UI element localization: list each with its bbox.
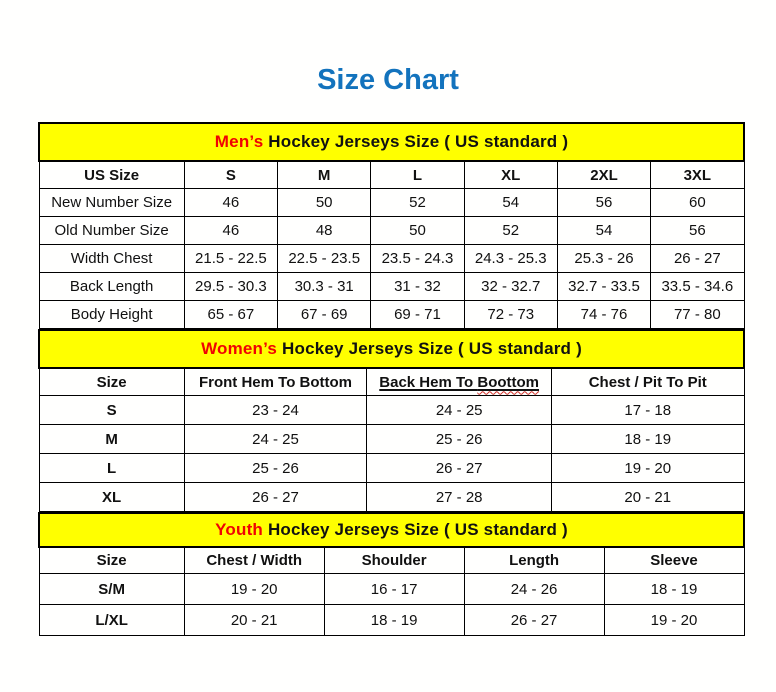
mens-title-highlight: Men’s bbox=[214, 132, 264, 151]
row-label: S/M bbox=[39, 574, 184, 605]
value-cell: 69 - 71 bbox=[371, 301, 464, 329]
value-cell: 24 - 25 bbox=[184, 425, 367, 454]
spellcheck-squiggle-word: Boottom bbox=[477, 373, 540, 391]
value-cell: 26 - 27 bbox=[184, 483, 367, 512]
value-cell: 20 - 21 bbox=[552, 483, 744, 512]
mens-title-rest: Hockey Jerseys Size ( US standard ) bbox=[263, 132, 569, 151]
value-cell: 25.3 - 26 bbox=[557, 245, 650, 273]
header-cell: 3XL bbox=[651, 161, 744, 189]
header-cell: Shoulder bbox=[324, 547, 464, 574]
value-cell: 67 - 69 bbox=[278, 301, 371, 329]
value-cell: 21.5 - 22.5 bbox=[184, 245, 277, 273]
size-chart bbox=[38, 122, 745, 636]
table-row bbox=[39, 189, 744, 217]
youth-title-rest: Hockey Jerseys Size ( US standard ) bbox=[263, 520, 568, 539]
value-cell: 46 bbox=[184, 189, 277, 217]
header-cell: US Size bbox=[39, 161, 184, 189]
value-cell: 23 - 24 bbox=[184, 396, 367, 425]
mens-table-title bbox=[39, 123, 744, 161]
table-row bbox=[39, 574, 744, 605]
value-cell: 56 bbox=[557, 189, 650, 217]
value-cell: 77 - 80 bbox=[651, 301, 744, 329]
youth-title-highlight: Youth bbox=[215, 520, 264, 539]
value-cell: 16 - 17 bbox=[324, 574, 464, 605]
value-cell: 24.3 - 25.3 bbox=[464, 245, 557, 273]
row-label: M bbox=[39, 425, 184, 454]
womens-title-highlight: Women’s bbox=[201, 339, 278, 358]
header-cell: Sleeve bbox=[604, 547, 744, 574]
value-cell: 52 bbox=[464, 217, 557, 245]
womens-title-rest: Hockey Jerseys Size ( US standard ) bbox=[277, 339, 582, 358]
value-cell: 27 - 28 bbox=[367, 483, 552, 512]
row-label: Width Chest bbox=[39, 245, 184, 273]
value-cell: 32.7 - 33.5 bbox=[557, 273, 650, 301]
header-cell: Front Hem To Bottom bbox=[184, 368, 367, 396]
value-cell: 26 - 27 bbox=[651, 245, 744, 273]
header-cell: Length bbox=[464, 547, 604, 574]
table-row bbox=[39, 217, 744, 245]
header-cell: Chest / Width bbox=[184, 547, 324, 574]
header-cell: 2XL bbox=[557, 161, 650, 189]
value-cell: 56 bbox=[651, 217, 744, 245]
header-cell: S bbox=[184, 161, 277, 189]
value-cell: 60 bbox=[651, 189, 744, 217]
mens-table-title-row bbox=[39, 123, 744, 161]
value-cell: 29.5 - 30.3 bbox=[184, 273, 277, 301]
header-cell: M bbox=[278, 161, 371, 189]
table-row bbox=[39, 301, 744, 329]
table-row bbox=[39, 483, 744, 512]
page-title: Size Chart bbox=[317, 64, 459, 96]
header-cell: Chest / Pit To Pit bbox=[552, 368, 744, 396]
value-cell: 48 bbox=[278, 217, 371, 245]
header-cell-misspelled bbox=[367, 368, 552, 396]
value-cell: 50 bbox=[278, 189, 371, 217]
mens-header-row bbox=[39, 161, 744, 189]
row-label: Old Number Size bbox=[39, 217, 184, 245]
row-label: Back Length bbox=[39, 273, 184, 301]
value-cell: 18 - 19 bbox=[324, 605, 464, 636]
header-cell: XL bbox=[464, 161, 557, 189]
header-cell: L bbox=[371, 161, 464, 189]
table-row bbox=[39, 273, 744, 301]
womens-table-title-row bbox=[39, 330, 744, 368]
youth-size-table bbox=[38, 512, 745, 636]
value-cell: 18 - 19 bbox=[552, 425, 744, 454]
value-cell: 33.5 - 34.6 bbox=[651, 273, 744, 301]
table-row bbox=[39, 245, 744, 273]
womens-table-title bbox=[39, 330, 744, 368]
value-cell: 30.3 - 31 bbox=[278, 273, 371, 301]
womens-header-row bbox=[39, 368, 744, 396]
row-label: L/XL bbox=[39, 605, 184, 636]
table-row bbox=[39, 454, 744, 483]
value-cell: 19 - 20 bbox=[604, 605, 744, 636]
row-label: Body Height bbox=[39, 301, 184, 329]
value-cell: 26 - 27 bbox=[367, 454, 552, 483]
value-cell: 25 - 26 bbox=[367, 425, 552, 454]
value-cell: 72 - 73 bbox=[464, 301, 557, 329]
mens-size-table bbox=[38, 122, 745, 329]
youth-table-title bbox=[39, 513, 744, 547]
table-row bbox=[39, 425, 744, 454]
value-cell: 54 bbox=[464, 189, 557, 217]
value-cell: 18 - 19 bbox=[604, 574, 744, 605]
youth-table-title-row bbox=[39, 513, 744, 547]
value-cell: 22.5 - 23.5 bbox=[278, 245, 371, 273]
value-cell: 24 - 26 bbox=[464, 574, 604, 605]
value-cell: 17 - 18 bbox=[552, 396, 744, 425]
value-cell: 31 - 32 bbox=[371, 273, 464, 301]
value-cell: 19 - 20 bbox=[184, 574, 324, 605]
row-label: L bbox=[39, 454, 184, 483]
value-cell: 25 - 26 bbox=[184, 454, 367, 483]
value-cell: 32 - 32.7 bbox=[464, 273, 557, 301]
value-cell: 65 - 67 bbox=[184, 301, 277, 329]
row-label: New Number Size bbox=[39, 189, 184, 217]
table-row bbox=[39, 605, 744, 636]
row-label: XL bbox=[39, 483, 184, 512]
value-cell: 20 - 21 bbox=[184, 605, 324, 636]
womens-size-table bbox=[38, 329, 745, 512]
row-label: S bbox=[39, 396, 184, 425]
table-row bbox=[39, 396, 744, 425]
value-cell: 26 - 27 bbox=[464, 605, 604, 636]
underlined-header-text bbox=[379, 374, 539, 391]
value-cell: 74 - 76 bbox=[557, 301, 650, 329]
value-cell: 54 bbox=[557, 217, 650, 245]
value-cell: 46 bbox=[184, 217, 277, 245]
value-cell: 24 - 25 bbox=[367, 396, 552, 425]
youth-header-row bbox=[39, 547, 744, 574]
value-cell: 23.5 - 24.3 bbox=[371, 245, 464, 273]
value-cell: 50 bbox=[371, 217, 464, 245]
value-cell: 19 - 20 bbox=[552, 454, 744, 483]
header-text-prefix: Back Hem To bbox=[379, 373, 478, 391]
header-cell: Size bbox=[39, 368, 184, 396]
header-cell: Size bbox=[39, 547, 184, 574]
value-cell: 52 bbox=[371, 189, 464, 217]
